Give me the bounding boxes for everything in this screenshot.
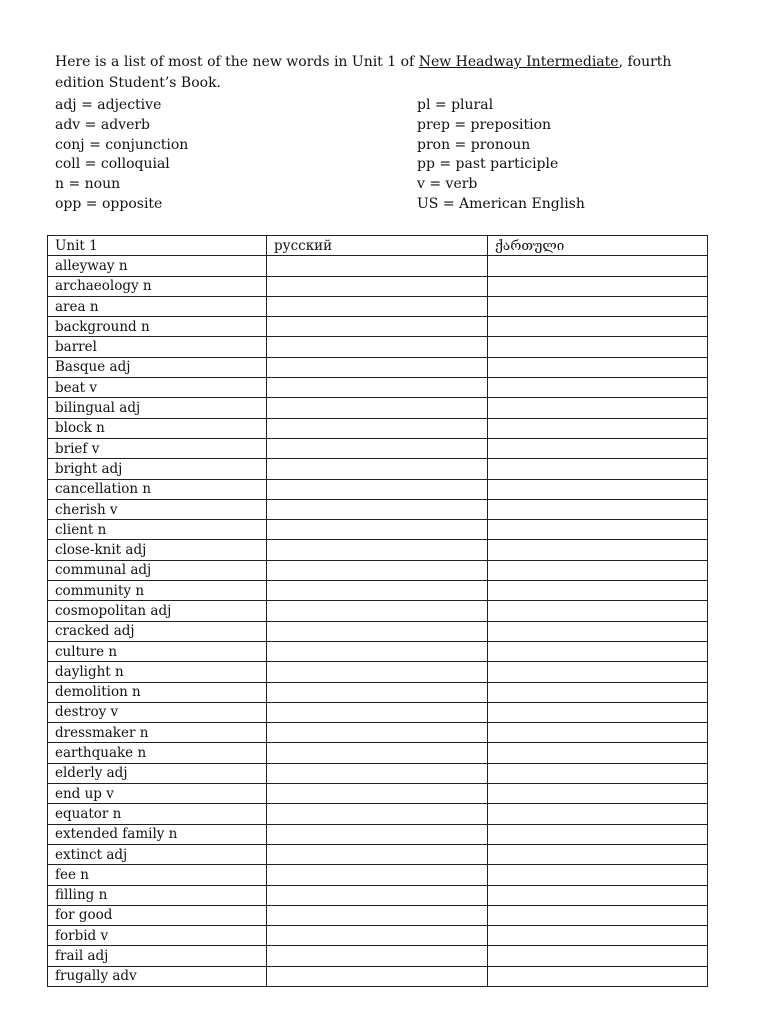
- russian-translation-cell[interactable]: [267, 824, 488, 844]
- word-cell: dressmaker n: [48, 723, 267, 743]
- russian-translation-cell[interactable]: [267, 581, 488, 601]
- right-abbreviation: v = verb: [417, 176, 478, 193]
- russian-translation-cell[interactable]: [267, 905, 488, 925]
- georgian-translation-cell[interactable]: [488, 540, 708, 560]
- table-row: [48, 540, 708, 560]
- table-row: [48, 865, 708, 885]
- georgian-translation-cell[interactable]: [488, 560, 708, 580]
- russian-translation-cell[interactable]: [267, 256, 488, 276]
- table-row: [48, 966, 708, 986]
- georgian-translation-cell[interactable]: [488, 621, 708, 641]
- russian-translation-cell[interactable]: [267, 844, 488, 864]
- word-cell: extinct adj: [48, 844, 267, 864]
- georgian-translation-cell[interactable]: [488, 357, 708, 377]
- table-row: [48, 905, 708, 925]
- word-cell: cancellation n: [48, 479, 267, 499]
- table-row: [48, 581, 708, 601]
- table-row: [48, 723, 708, 743]
- georgian-translation-cell[interactable]: [488, 499, 708, 519]
- georgian-translation-cell[interactable]: [488, 865, 708, 885]
- russian-translation-cell[interactable]: [267, 276, 488, 296]
- word-cell: beat v: [48, 378, 267, 398]
- georgian-translation-cell[interactable]: [488, 256, 708, 276]
- russian-translation-cell[interactable]: [267, 317, 488, 337]
- intro-paragraph: [55, 52, 715, 94]
- word-cell: bright adj: [48, 459, 267, 479]
- georgian-translation-cell[interactable]: [488, 418, 708, 438]
- georgian-translation-cell[interactable]: [488, 885, 708, 905]
- georgian-translation-cell[interactable]: [488, 946, 708, 966]
- russian-translation-cell[interactable]: [267, 357, 488, 377]
- table-row: [48, 560, 708, 580]
- table-row: [48, 398, 708, 418]
- left-abbreviation: adv = adverb: [55, 116, 151, 133]
- georgian-translation-cell[interactable]: [488, 723, 708, 743]
- word-cell: communal adj: [48, 560, 267, 580]
- georgian-translation-cell[interactable]: [488, 784, 708, 804]
- word-cell: demolition n: [48, 682, 267, 702]
- georgian-translation-cell[interactable]: [488, 926, 708, 946]
- table-row: [48, 621, 708, 641]
- georgian-translation-cell[interactable]: [488, 317, 708, 337]
- word-cell: cracked adj: [48, 621, 267, 641]
- word-cell: fee n: [48, 865, 267, 885]
- georgian-translation-cell[interactable]: [488, 296, 708, 316]
- georgian-translation-cell[interactable]: [488, 438, 708, 458]
- georgian-translation-cell[interactable]: [488, 682, 708, 702]
- table-row: [48, 520, 708, 540]
- georgian-translation-cell[interactable]: [488, 378, 708, 398]
- table-row: [48, 662, 708, 682]
- word-cell: Basque adj: [48, 357, 267, 377]
- word-cell: forbid v: [48, 926, 267, 946]
- word-cell: alleyway n: [48, 256, 267, 276]
- russian-translation-cell[interactable]: [267, 398, 488, 418]
- table-row: [48, 641, 708, 661]
- georgian-translation-cell[interactable]: [488, 804, 708, 824]
- georgian-translation-cell[interactable]: [488, 702, 708, 722]
- left-abbreviation: opp = opposite: [55, 195, 163, 212]
- word-cell: elderly adj: [48, 763, 267, 783]
- word-cell: area n: [48, 296, 267, 316]
- georgian-translation-cell[interactable]: [488, 398, 708, 418]
- georgian-translation-cell[interactable]: [488, 520, 708, 540]
- word-cell: bilingual adj: [48, 398, 267, 418]
- russian-translation-cell[interactable]: [267, 418, 488, 438]
- table-header-row: [48, 236, 708, 256]
- table-row: [48, 296, 708, 316]
- table-row: [48, 459, 708, 479]
- russian-translation-cell[interactable]: [267, 378, 488, 398]
- header-russian: русский: [267, 236, 488, 256]
- georgian-translation-cell[interactable]: [488, 743, 708, 763]
- word-cell: end up v: [48, 784, 267, 804]
- right-abbreviation: pron = pronoun: [417, 136, 531, 153]
- right-abbreviation: US = American English: [417, 195, 585, 212]
- russian-translation-cell[interactable]: [267, 743, 488, 763]
- russian-translation-cell[interactable]: [267, 784, 488, 804]
- table-row: [48, 479, 708, 499]
- table-row: [48, 702, 708, 722]
- russian-translation-cell[interactable]: [267, 946, 488, 966]
- word-cell: client n: [48, 520, 267, 540]
- right-abbreviation: pp = past participle: [417, 156, 559, 173]
- word-cell: block n: [48, 418, 267, 438]
- header-unit: Unit 1: [48, 236, 267, 256]
- russian-translation-cell[interactable]: [267, 641, 488, 661]
- table-row: [48, 844, 708, 864]
- intro-text-after: , fourth edition Student’s Book.: [55, 54, 672, 91]
- georgian-translation-cell[interactable]: [488, 763, 708, 783]
- word-cell: community n: [48, 581, 267, 601]
- russian-translation-cell[interactable]: [267, 621, 488, 641]
- russian-translation-cell[interactable]: [267, 601, 488, 621]
- word-cell: daylight n: [48, 662, 267, 682]
- table-row: [48, 256, 708, 276]
- georgian-translation-cell[interactable]: [488, 581, 708, 601]
- georgian-translation-cell[interactable]: [488, 601, 708, 621]
- word-cell: filling n: [48, 885, 267, 905]
- abbreviations-left-column: [55, 96, 395, 215]
- table-row: [48, 438, 708, 458]
- word-cell: destroy v: [48, 702, 267, 722]
- intro-text-before: Here is a list of most of the new words in Unit 1 of: [55, 54, 419, 70]
- russian-translation-cell[interactable]: [267, 479, 488, 499]
- table-row: [48, 682, 708, 702]
- header-georgian: ქართული: [488, 236, 708, 256]
- table-row: [48, 276, 708, 296]
- table-row: [48, 804, 708, 824]
- russian-translation-cell[interactable]: [267, 459, 488, 479]
- word-cell: earthquake n: [48, 743, 267, 763]
- word-cell: culture n: [48, 641, 267, 661]
- word-cell: for good: [48, 905, 267, 925]
- table-row: [48, 357, 708, 377]
- right-abbreviation: pl = plural: [417, 97, 494, 113]
- russian-translation-cell[interactable]: [267, 520, 488, 540]
- right-abbreviation: prep = preposition: [417, 116, 552, 133]
- table-row: [48, 763, 708, 783]
- table-row: [48, 317, 708, 337]
- russian-translation-cell[interactable]: [267, 296, 488, 316]
- table-row: [48, 418, 708, 438]
- word-cell: frugally adv: [48, 966, 267, 986]
- table-row: [48, 743, 708, 763]
- russian-translation-cell[interactable]: [267, 499, 488, 519]
- word-cell: cosmopolitan adj: [48, 601, 267, 621]
- word-cell: frail adj: [48, 946, 267, 966]
- table-row: [48, 824, 708, 844]
- russian-translation-cell[interactable]: [267, 682, 488, 702]
- georgian-translation-cell[interactable]: [488, 824, 708, 844]
- word-cell: brief v: [48, 438, 267, 458]
- word-cell: cherish v: [48, 499, 267, 519]
- word-cell: barrel: [48, 337, 267, 357]
- russian-translation-cell[interactable]: [267, 926, 488, 946]
- table-row: [48, 784, 708, 804]
- abbreviations-right-column: [417, 96, 717, 215]
- word-cell: extended family n: [48, 824, 267, 844]
- left-abbreviation: coll = colloquial: [55, 156, 170, 173]
- georgian-translation-cell[interactable]: [488, 641, 708, 661]
- russian-translation-cell[interactable]: [267, 438, 488, 458]
- georgian-translation-cell[interactable]: [488, 276, 708, 296]
- russian-translation-cell[interactable]: [267, 702, 488, 722]
- left-abbreviation: conj = conjunction: [55, 136, 189, 153]
- russian-translation-cell[interactable]: [267, 966, 488, 986]
- russian-translation-cell[interactable]: [267, 540, 488, 560]
- word-cell: background n: [48, 317, 267, 337]
- georgian-translation-cell[interactable]: [488, 844, 708, 864]
- georgian-translation-cell[interactable]: [488, 905, 708, 925]
- table-row: [48, 337, 708, 357]
- russian-translation-cell[interactable]: [267, 662, 488, 682]
- word-cell: close-knit adj: [48, 540, 267, 560]
- russian-translation-cell[interactable]: [267, 865, 488, 885]
- russian-translation-cell[interactable]: [267, 560, 488, 580]
- table-row: [48, 499, 708, 519]
- table-row: [48, 378, 708, 398]
- georgian-translation-cell[interactable]: [488, 966, 708, 986]
- russian-translation-cell[interactable]: [267, 337, 488, 357]
- table-row: [48, 885, 708, 905]
- left-abbreviation: n = noun: [55, 176, 121, 193]
- georgian-translation-cell[interactable]: [488, 459, 708, 479]
- table-row: [48, 946, 708, 966]
- russian-translation-cell[interactable]: [267, 763, 488, 783]
- left-abbreviation: adj = adjective: [55, 97, 162, 113]
- vocabulary-table: [47, 235, 708, 987]
- russian-translation-cell[interactable]: [267, 723, 488, 743]
- table-row: [48, 601, 708, 621]
- book-title: New Headway Intermediate: [418, 54, 619, 70]
- georgian-translation-cell[interactable]: [488, 337, 708, 357]
- georgian-translation-cell[interactable]: [488, 662, 708, 682]
- russian-translation-cell[interactable]: [267, 804, 488, 824]
- word-cell: equator n: [48, 804, 267, 824]
- table-row: [48, 926, 708, 946]
- word-cell: archaeology n: [48, 276, 267, 296]
- georgian-translation-cell[interactable]: [488, 479, 708, 499]
- russian-translation-cell[interactable]: [267, 885, 488, 905]
